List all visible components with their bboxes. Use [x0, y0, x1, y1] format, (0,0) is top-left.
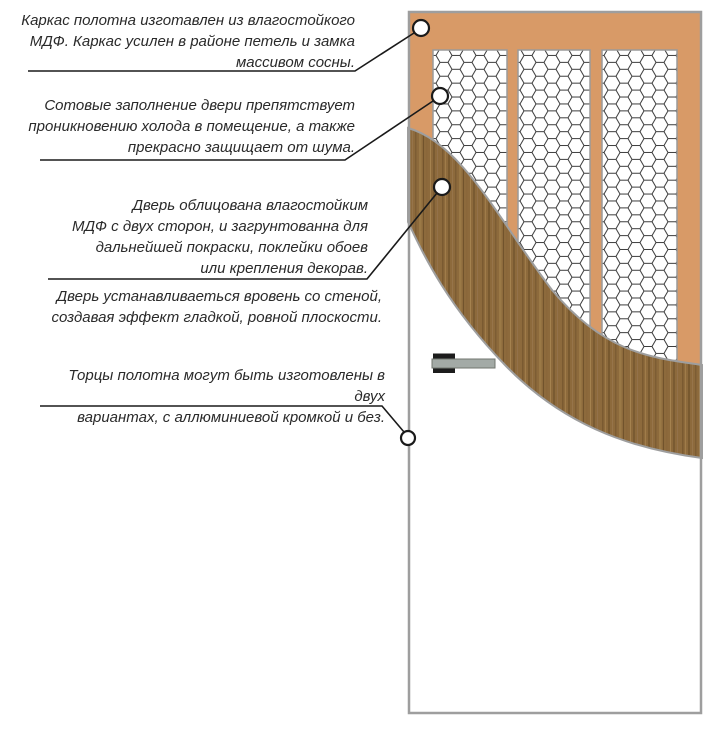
leader-lines [28, 33, 437, 432]
leader-line-frame [28, 33, 414, 71]
leader-line-honeycomb [40, 101, 433, 160]
callout-marker-honeycomb [432, 88, 448, 104]
annotation-line: МДФ. Каркас усилен в районе петель и замка [29, 33, 355, 50]
callout-marker-edges [401, 431, 415, 445]
annotation-line: проникновению холода в помещение, а также [28, 118, 355, 135]
annotation-line: Торцы полотна могут быть изготовлены в двух [68, 367, 385, 405]
annotation-line: МДФ с двух сторон, и загрунтованна для [72, 218, 368, 235]
annotation-line: создавая эффект гладкой, ровной плоскости. [51, 309, 382, 326]
annotation-line: вариантах, с аллюминиевой кромкой и без. [77, 409, 385, 426]
leader-line-facing [48, 193, 437, 279]
leader-line-edges [40, 406, 404, 432]
annotation-line: Сотовые заполнение двери препятствует [44, 97, 355, 114]
callout-marker-facing [434, 179, 450, 195]
annotation-line: массивом сосны. [235, 54, 355, 71]
annotation-line: Дверь облицована влагостойким [132, 197, 368, 214]
callout-marker-frame [413, 20, 429, 36]
annotation-line: Дверь устанавливаеться вровень со стеной, [56, 288, 382, 305]
handle-lever [432, 359, 495, 368]
annotation-line: дальнейшей покраски, поклейки обоев [95, 239, 368, 256]
annotation-line: Каркас полотна изготавлен из влагостойкого [21, 12, 355, 29]
annotation-line: прекрасно защищает от шума. [127, 139, 355, 156]
annotation-line: или крепления декорав. [200, 260, 368, 277]
